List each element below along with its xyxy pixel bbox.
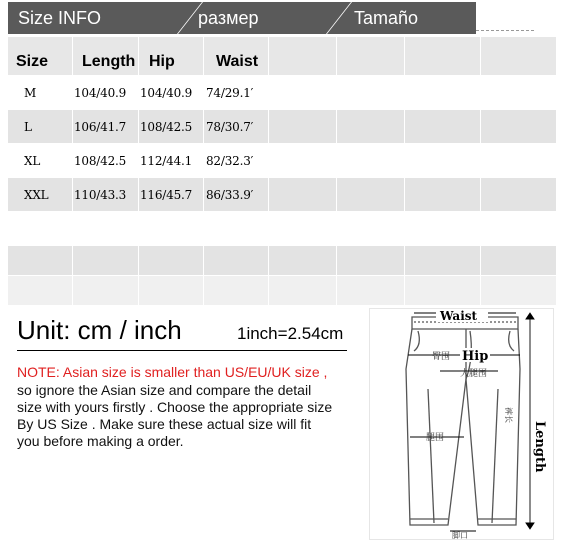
grid-line [8, 211, 556, 212]
grid-line [8, 245, 556, 246]
grid-line [8, 275, 556, 276]
grid-line [138, 37, 139, 305]
note-line: size with yours firstly . Choose the appropriate size [17, 399, 333, 415]
size-info-header [8, 2, 476, 34]
grid-line [268, 37, 269, 305]
cell-hip: 112/44.1 [140, 154, 193, 168]
grid-line [336, 37, 337, 305]
grid-line [8, 75, 556, 76]
inch-conversion: 1inch=2.54cm [237, 324, 344, 343]
header-dash [476, 30, 534, 31]
grid-line [72, 37, 73, 305]
pants-diagram [369, 308, 554, 540]
table-row [8, 75, 556, 109]
cell-length: 108/42.5 [74, 154, 127, 168]
table-row-empty [8, 275, 556, 305]
cell-size: L [24, 120, 32, 134]
col-size: Size [16, 53, 49, 70]
cell-size: XL [24, 154, 41, 168]
pants-drawing [370, 309, 553, 539]
header-title-en: Size INFO [18, 8, 102, 28]
cell-length: 110/43.3 [74, 188, 127, 202]
cell-waist: 82/32.3′ [206, 154, 254, 168]
grid-line [480, 37, 481, 305]
diagram-length-label: Length [532, 421, 547, 473]
table-row [8, 143, 556, 177]
header-title-es: Tamaño [354, 8, 419, 28]
table-row [8, 109, 556, 143]
diagram-length-cn: 裤长 [504, 407, 513, 423]
grid-line [203, 37, 204, 305]
note-line: so ignore the Asian size and compare the detail [17, 382, 312, 398]
diagram-waist-label: Waist [440, 309, 478, 323]
col-waist: Waist [216, 53, 259, 70]
cell-hip: 116/45.7 [140, 188, 193, 202]
cell-waist: 74/29.1′ [206, 86, 254, 100]
cell-size: XXL [24, 188, 49, 202]
cell-hip: 104/40.9 [140, 86, 193, 100]
divider-line [17, 350, 347, 351]
grid-line [404, 37, 405, 305]
table-row-empty [8, 211, 556, 245]
diagram-thigh-cn: 大腿围 [460, 369, 488, 379]
header-title-ru: размер [198, 8, 259, 28]
cell-waist: 86/33.9′ [206, 188, 254, 202]
table-header-row [8, 37, 556, 75]
cell-size: M [24, 86, 37, 100]
note-line: By US Size . Make sure these actual size will fit [17, 416, 312, 432]
table-row-empty [8, 245, 556, 275]
col-hip: Hip [149, 53, 175, 70]
diagram-hem-cn: 脚口 [452, 531, 468, 539]
diagram-knee-cn: 腿围 [426, 433, 445, 443]
cell-length: 106/41.7 [74, 120, 127, 134]
col-length: Length [82, 53, 136, 70]
cell-length: 104/40.9 [74, 86, 127, 100]
size-warning: NOTE: Asian size is smaller than US/EU/UK size , [17, 364, 328, 380]
note-line: you before making a order. [17, 433, 184, 449]
cell-hip: 108/42.5 [140, 120, 193, 134]
diagram-hip-cn: 臀围 [432, 352, 451, 362]
table-row [8, 177, 556, 211]
grid-line [8, 109, 556, 110]
grid-line [8, 143, 556, 144]
size-table [8, 37, 556, 305]
cell-waist: 78/30.7′ [206, 120, 254, 134]
header-divider [324, 2, 352, 34]
unit-label: Unit: cm / inch [17, 315, 182, 345]
grid-line [8, 177, 556, 178]
diagram-hip-label: Hip [462, 349, 489, 364]
